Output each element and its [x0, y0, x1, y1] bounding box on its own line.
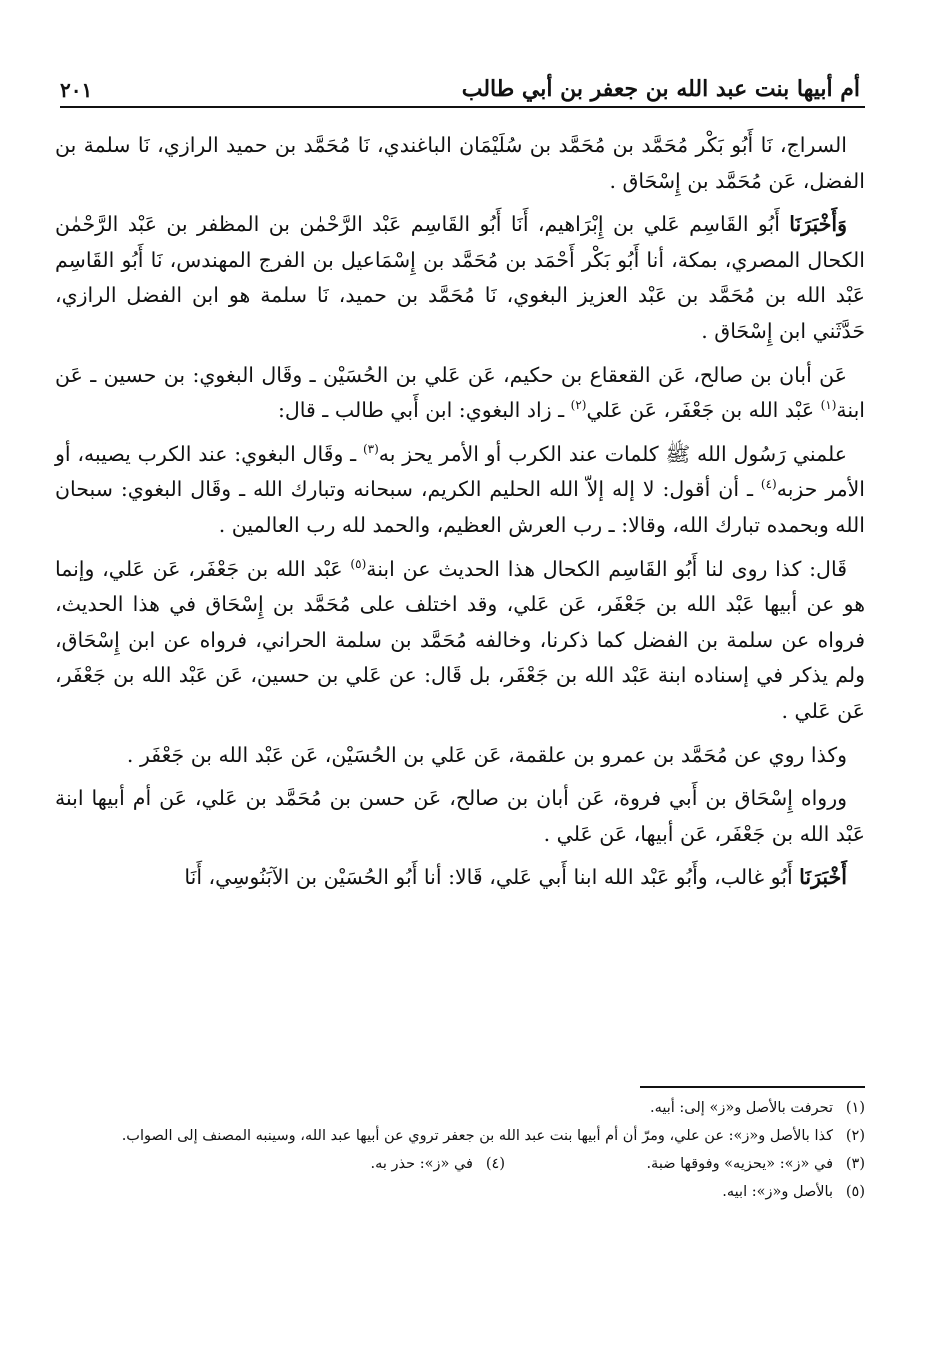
paragraph-3: عَن أبان بن صالح، عَن القعقاع بن حكيم، عَن عَلي بن الحُسَيْن ـ وقَال البغوي: بن حسين ـ عَن ابنة$^{(١)}$ عَبْد الله بن جَعْفَر، عَن عَلي$^{(٢)}$ ـ زاد البغوي: ابن أَبي طالب ـ قال:: [55, 362, 865, 423]
footnote-marker-4: (٤): [760, 477, 777, 492]
running-header: [60, 62, 860, 102]
footnote-1: (١) تحرفت بالأصل و«ز» إلى: أبيه.: [649, 1100, 865, 1116]
paragraph-2: وَأَخْبَرَنَا أَبُو القَاسِم عَلي بن إِبْرَاهيم، أَنَا أَبُو القَاسِم عَبْد الرَّحْمٰن بن المظفر بن عَبْد الرَّحْمٰن الكحال المصري، بمكة، أنا أَبُو بَكْر أَحْمَد بن مُحَمَّد بن إِسْمَاعيل بن الفرج المهندس، نَا أَبُو القَاسِم عَبْد الله بن مُحَمَّد بن عَبْد العزيز البغوي، نَا مُحَمَّد بن حميد، نَا سلمة هو ابن الفضل الرازي، حَدَّثَني ابن إِسْحَاق .: [55, 212, 865, 343]
paragraph-6: وكذا روي عن مُحَمَّد بن عمرو بن علقمة، عَن عَلي بن الحُسَيْن، عَن عَبْد الله بن جَعْفَر .: [126, 742, 847, 767]
paragraph-7: ورواه إِسْحَاق بن أَبي فروة، عَن أبان بن صالح، عَن حسن بن مُحَمَّد بن عَلي، عَن أم أبيها ابنة عَبْد الله بن جَعْفَر، عَن أبيها، عَن عَلي .: [55, 786, 865, 846]
footnote-row: [55, 1152, 865, 1180]
footnote-marker-5: (٥): [350, 556, 367, 571]
footnote-3: (٣) في «ز»: «يحزيه» وفوقها ضبة.: [646, 1156, 865, 1172]
footnote-4: (٤) في «ز»: حذر به.: [370, 1156, 505, 1172]
footnote-marker-2: (٢): [570, 398, 587, 413]
paragraph-4: علمني رَسُول الله ﷺ كلمات عند الكرب أو الأمر يحز به$^{(٣)}$ ـ وقَال البغوي: عند الكرب يصيبه، أو الأمر حزبه$^{(٤)}$ ـ أن أقول: لا إله إلاّ الله الحليم الكريم، سبحانه وتبارك الله ـ وقَال البغوي: سبحان الله وبحمده تبارك الله، وقالا: ـ رب العرش العظيم، والحمد لله رب العالمين .: [55, 441, 866, 537]
main-text: [55, 128, 865, 904]
akhbarana-keyword: وَأَخْبَرَنَا: [789, 212, 847, 237]
chapter-title: أم أبيها بنت عبد الله بن جعفر بن أبي طالب: [461, 76, 860, 102]
page-number: ٢٠١: [60, 78, 93, 102]
akhbarana-keyword: أَخْبَرَنَا: [799, 865, 847, 890]
footnotes: [55, 1096, 865, 1208]
paragraph-8: أَخْبَرَنَا أَبُو غالب، وأَبُو عَبْد الله ابنا أَبي عَلي، قَالا: أنا أَبُو الحُسَيْن بن الآبَنُوسِي، أَنَا: [184, 865, 847, 890]
footnote-marker-1: (١): [820, 398, 837, 413]
footnote-marker-3: (٣): [362, 441, 379, 456]
footnote-rule: [640, 1086, 865, 1088]
header-rule: [60, 106, 865, 108]
footnote-5: (٥) بالأصل و«ز»: ابيه.: [722, 1184, 865, 1200]
footnote-2: (٢) كذا بالأصل و«ز»: عن علي، ومرّ أن أم أبيها بنت عبد الله بن جعفر تروي عن أبيها عبد الله، وسينبه المصنف إلى الصواب.: [121, 1128, 865, 1144]
paragraph-1: السراج، نَا أَبُو بَكْر مُحَمَّد بن مُحَمَّد بن سُلَيْمَان الباغندي، نَا مُحَمَّد بن حميد الرازي، نَا سلمة بن الفضل، عَن مُحَمَّد بن إِسْحَاق .: [55, 133, 865, 193]
paragraph-5: قَال: كذا روى لنا أَبُو القَاسِم الكحال هذا الحديث عن ابنة$^{(٥)}$ عَبْد الله بن جَعْفَر، عَن عَلي، وإنما هو عن أبيها عَبْد الله بن جَعْفَر، عَن عَلي، وقد اختلف على مُحَمَّد بن إِسْحَاق في هذا الحديث، فرواه عن سلمة بن الفضل كما ذكرنا، وخالفه مُحَمَّد بن سلمة الحراني، فرواه عن ابن إِسْحَاق، ولم يذكر في إسناده ابنة عَبْد الله بن جَعْفَر، بل قَال: عن عَلي بن حسين، عَن عَبْد الله بن جَعْفَر، عَن عَلي .: [55, 556, 865, 723]
